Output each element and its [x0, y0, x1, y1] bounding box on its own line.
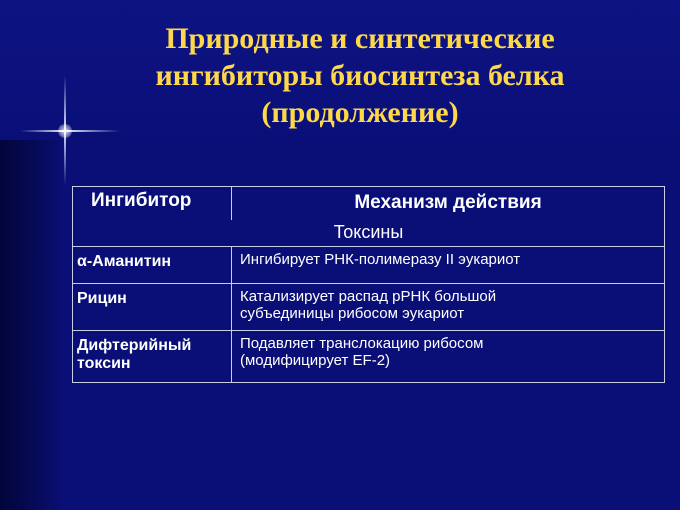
name-line: токсин: [77, 355, 131, 372]
table-row: [73, 247, 665, 284]
row-mechanism: [232, 331, 665, 383]
row-mechanism: [232, 284, 665, 331]
mechanism-line: субъединицы рибосом эукариот: [240, 305, 465, 322]
row-inhibitor-name: Рицин: [73, 284, 232, 331]
header-mechanism: Механизм действия: [232, 187, 665, 221]
mechanism-line: Ингибирует РНК-полимеразу II эукариот: [240, 251, 521, 268]
table-row: [73, 331, 665, 383]
mechanism-line: Подавляет транслокацию рибосом: [240, 335, 484, 352]
name-line: Дифтерийный: [77, 337, 192, 354]
mechanism-line: (модифицирует EF-2): [240, 352, 391, 369]
row-inhibitor-name: α-Аманитин: [73, 247, 232, 284]
table-header-row: [73, 187, 665, 221]
header-inhibitor: Ингибитор: [73, 187, 232, 221]
slide-title: [110, 20, 610, 131]
table-group-row: [73, 220, 665, 247]
table-row: [73, 284, 665, 331]
row-mechanism: [232, 247, 665, 284]
group-header-toxins: Токсины: [73, 220, 665, 247]
inhibitors-table: [72, 186, 665, 383]
title-line: (продолжение): [261, 96, 459, 129]
row-inhibitor-name: [73, 331, 232, 383]
title-line: ингибиторы биосинтеза белка: [155, 59, 565, 92]
title-line: Природные и синтетические: [165, 22, 555, 55]
mechanism-line: Катализирует распад рРНК большой: [240, 288, 497, 305]
sparkle-glow: [58, 124, 72, 138]
